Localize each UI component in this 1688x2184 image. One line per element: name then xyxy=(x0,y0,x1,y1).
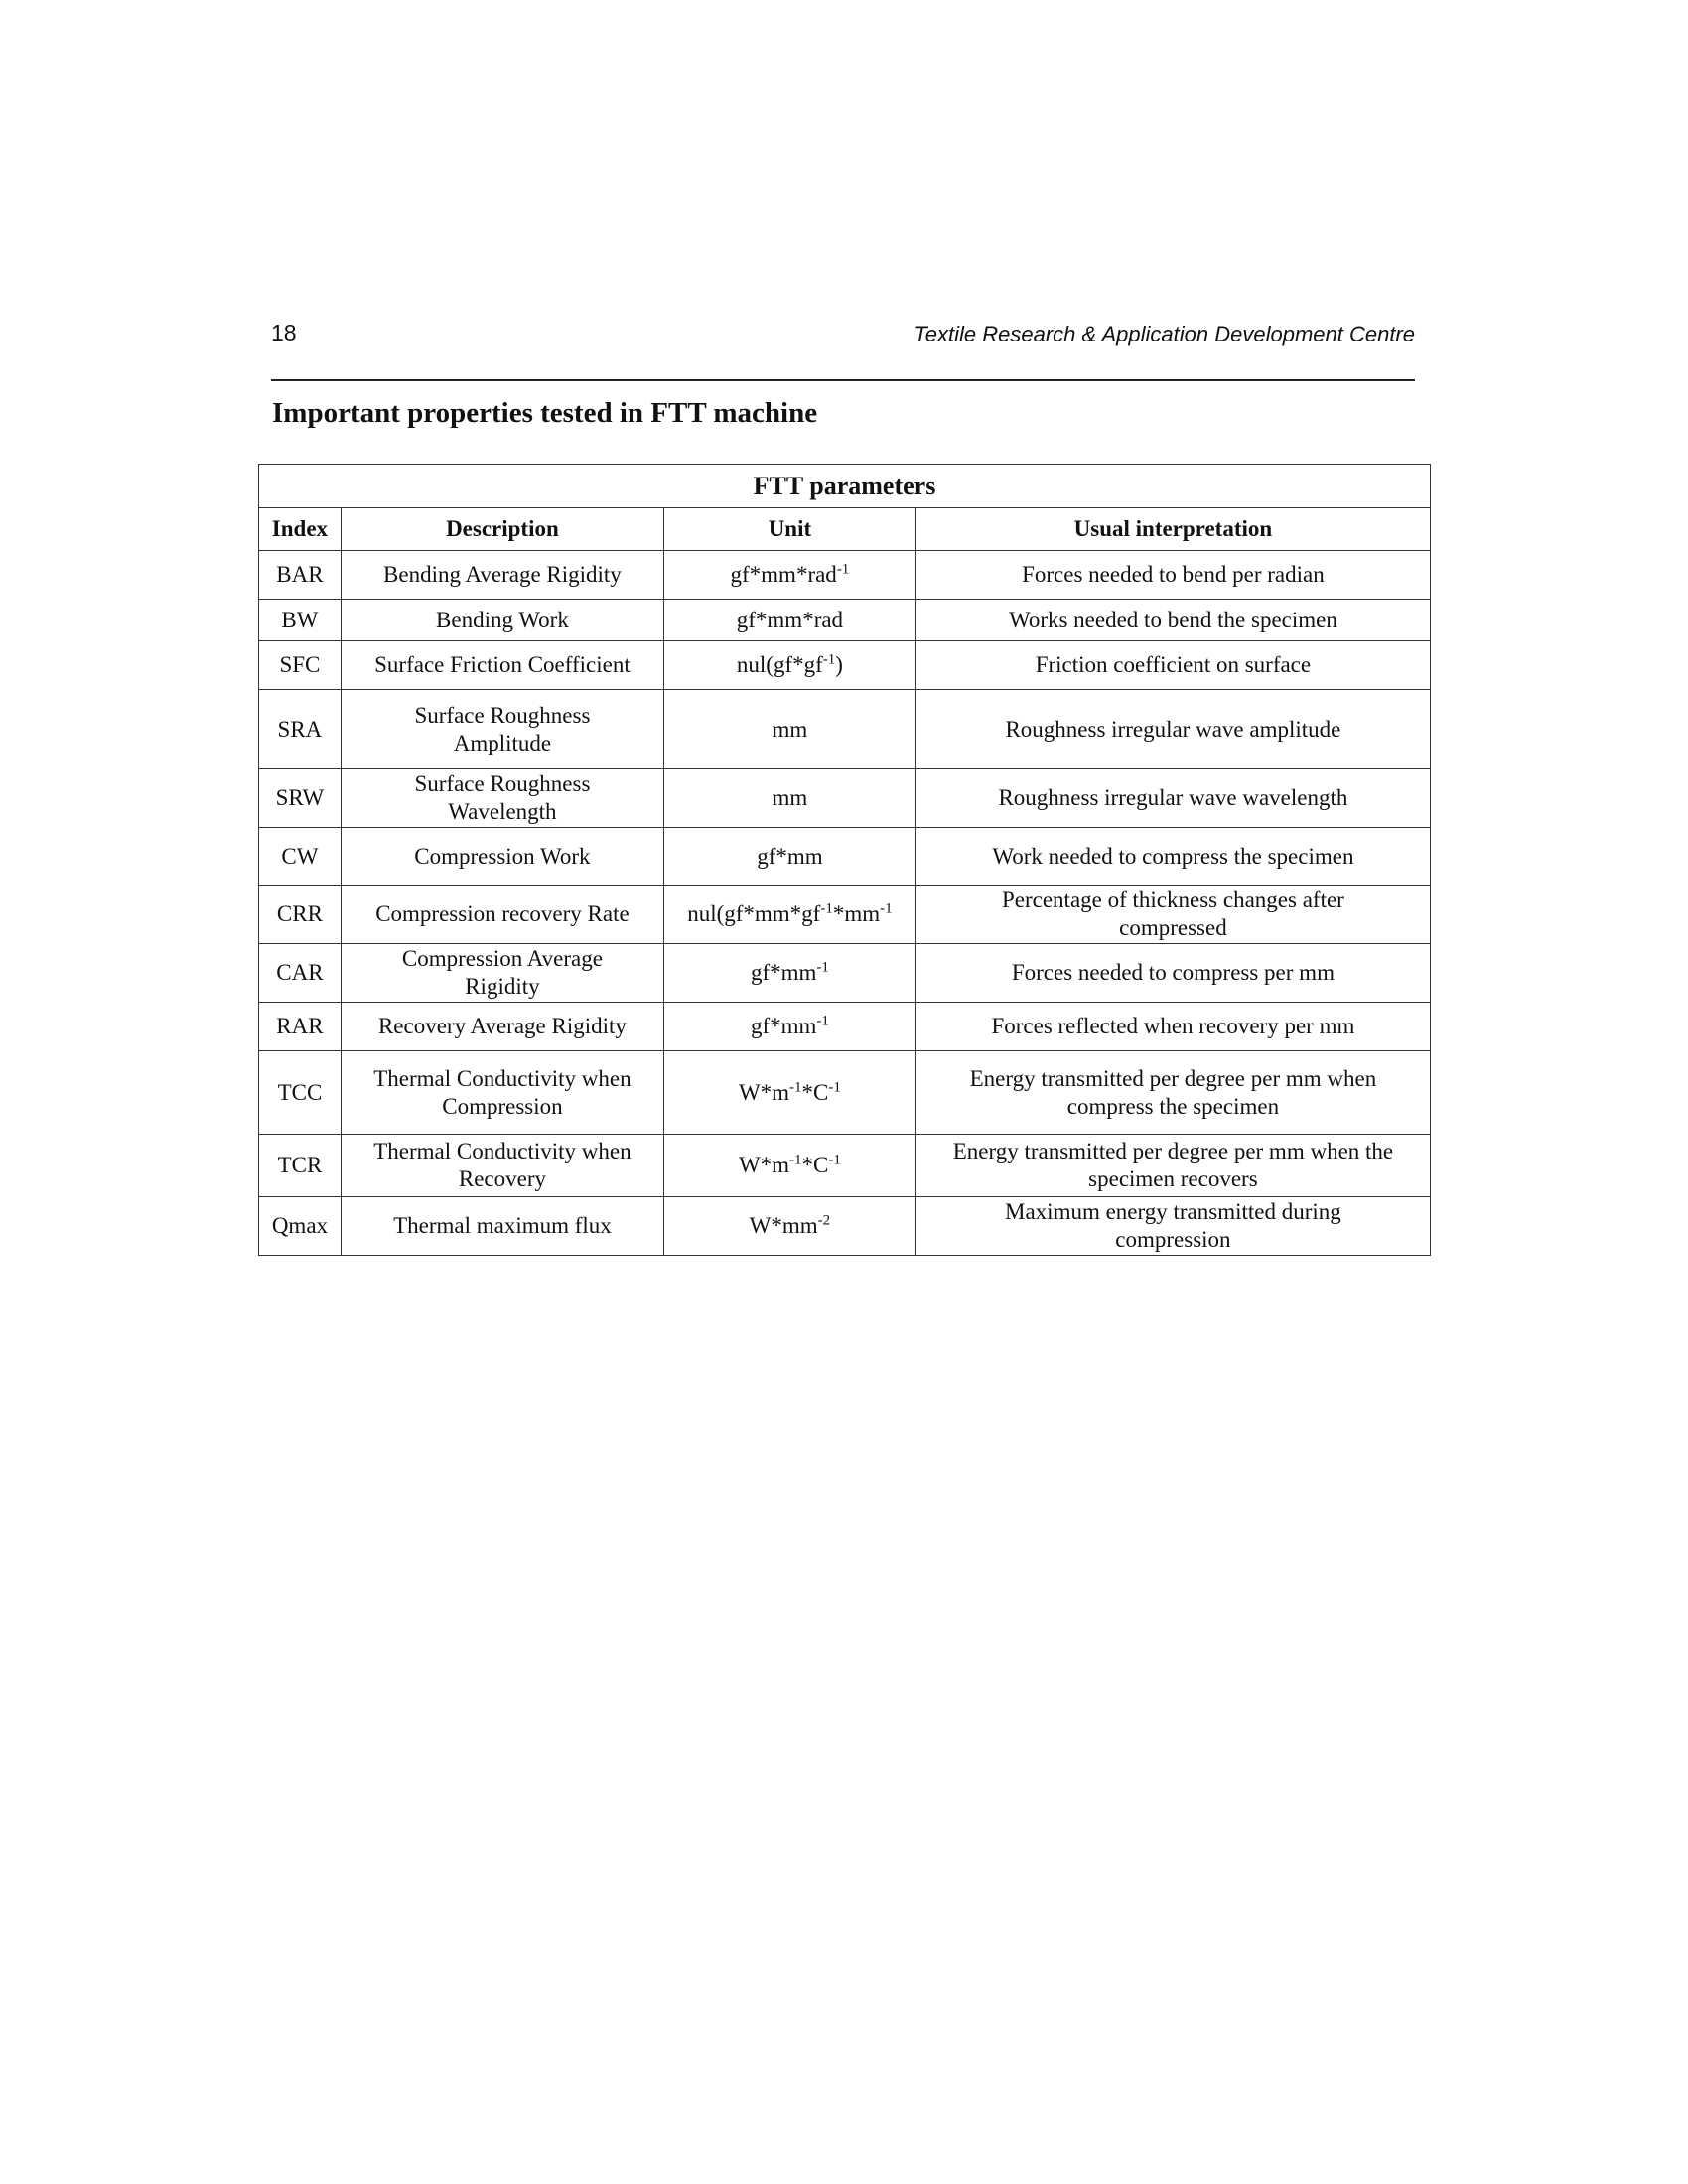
row-index: RAR xyxy=(259,1003,342,1051)
row-unit: $nul(gf*gf^{-1})$ xyxy=(664,641,916,690)
page-header xyxy=(271,320,1415,355)
row-description: Compression Work xyxy=(341,828,663,886)
row-interpretation: Energy transmitted per degree per mm when the specimen recovers xyxy=(915,1135,1430,1197)
row-unit: mm xyxy=(664,769,916,828)
table-row xyxy=(259,551,1431,600)
row-description: Compression Average Rigidity xyxy=(341,944,663,1003)
row-index: TCR xyxy=(259,1135,342,1197)
table-row xyxy=(259,641,1431,690)
running-title: Textile Research & Application Development Centre xyxy=(914,322,1415,346)
page-number: 18 xyxy=(271,320,297,345)
row-index: SRW xyxy=(259,769,342,828)
column-header-index: Index xyxy=(259,508,342,551)
row-index: BAR xyxy=(259,551,342,600)
row-unit: gf*mm xyxy=(664,828,916,886)
row-index: SRA xyxy=(259,690,342,769)
row-index: SFC xyxy=(259,641,342,690)
table-row xyxy=(259,690,1431,769)
row-description: Surface Friction Coefficient xyxy=(341,641,663,690)
row-unit: $W*mm^{-2}$ xyxy=(664,1197,916,1256)
row-description: Thermal Conductivity when Compression xyxy=(341,1051,663,1135)
table-row xyxy=(259,944,1431,1003)
row-interpretation: Forces reflected when recovery per mm xyxy=(915,1003,1430,1051)
row-interpretation: Percentage of thickness changes after compressed xyxy=(915,886,1430,944)
row-unit: $gf*mm^{-1}$ xyxy=(664,944,916,1003)
table-row xyxy=(259,886,1431,944)
row-index: CRR xyxy=(259,886,342,944)
row-unit: $gf*mm^{-1}$ xyxy=(664,1003,916,1051)
row-index: CW xyxy=(259,828,342,886)
row-unit: gf*mm*rad xyxy=(664,600,916,641)
row-unit: gf*mm*rad$^{-1}$ xyxy=(664,551,916,600)
row-index: BW xyxy=(259,600,342,641)
row-description: Bending Work xyxy=(341,600,663,641)
row-unit: $W*m^{-1}*C^{-1}$ xyxy=(664,1135,916,1197)
section-heading: Important properties tested in FTT machine xyxy=(272,397,818,429)
row-description: Compression recovery Rate xyxy=(341,886,663,944)
row-interpretation: Energy transmitted per degree per mm when compress the specimen xyxy=(915,1051,1430,1135)
table-row xyxy=(259,1003,1431,1051)
table-row xyxy=(259,600,1431,641)
row-description: Surface Roughness Wavelength xyxy=(341,769,663,828)
row-index: CAR xyxy=(259,944,342,1003)
column-header-description: Description xyxy=(341,508,663,551)
column-header-unit: Unit xyxy=(664,508,916,551)
row-interpretation: Work needed to compress the specimen xyxy=(915,828,1430,886)
table-row xyxy=(259,828,1431,886)
row-unit: $nul(gf*mm*gf^{-1}*mm^{-1}$ xyxy=(664,886,916,944)
row-interpretation: Roughness irregular wave amplitude xyxy=(915,690,1430,769)
row-index: Qmax xyxy=(259,1197,342,1256)
header-rule xyxy=(271,379,1415,381)
row-interpretation: Maximum energy transmitted during compression xyxy=(915,1197,1430,1256)
table-row xyxy=(259,1197,1431,1256)
table-row xyxy=(259,769,1431,828)
ftt-parameters-table xyxy=(258,464,1431,1256)
row-description: Surface Roughness Amplitude xyxy=(341,690,663,769)
row-interpretation: Forces needed to bend per radian xyxy=(915,551,1430,600)
row-index: TCC xyxy=(259,1051,342,1135)
row-description: Bending Average Rigidity xyxy=(341,551,663,600)
row-interpretation: Works needed to bend the specimen xyxy=(915,600,1430,641)
row-description: Recovery Average Rigidity xyxy=(341,1003,663,1051)
row-unit: mm xyxy=(664,690,916,769)
column-header-interpretation: Usual interpretation xyxy=(915,508,1430,551)
row-interpretation: Friction coefficient on surface xyxy=(915,641,1430,690)
row-interpretation: Forces needed to compress per mm xyxy=(915,944,1430,1003)
row-unit: $W*m^{-1}*C^{-1}$ xyxy=(664,1051,916,1135)
table-caption: FTT parameters xyxy=(259,465,1431,508)
row-description: Thermal maximum flux xyxy=(341,1197,663,1256)
table-row xyxy=(259,1051,1431,1135)
row-interpretation: Roughness irregular wave wavelength xyxy=(915,769,1430,828)
table-row xyxy=(259,1135,1431,1197)
row-description: Thermal Conductivity when Recovery xyxy=(341,1135,663,1197)
